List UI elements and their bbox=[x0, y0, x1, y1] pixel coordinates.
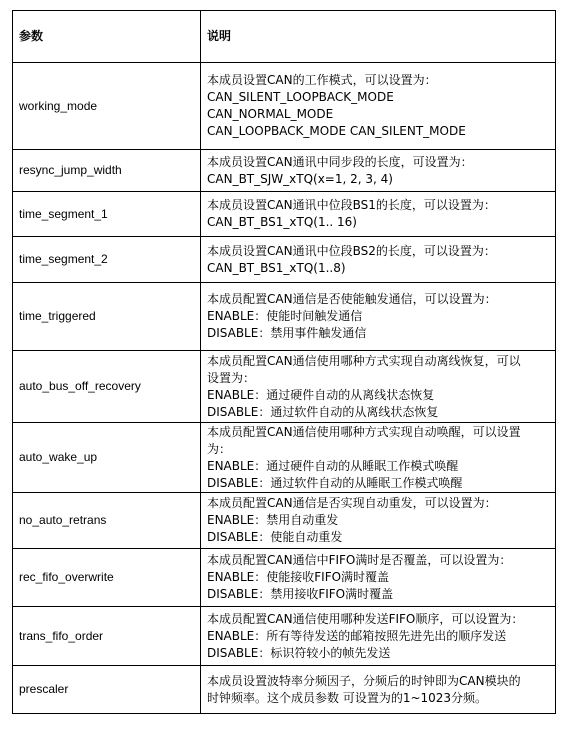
table-row bbox=[13, 493, 556, 549]
description-line: 本成员配置CAN通信是否实现自动重发，可以设置为： bbox=[207, 496, 497, 510]
description-line: DISABLE：通过软件自动的从离线状态恢复 bbox=[207, 404, 439, 419]
param-name: resync_jump_width bbox=[13, 150, 201, 192]
description-line: ENABLE：使能接收FIFO满时覆盖 bbox=[207, 570, 390, 584]
description-line: CAN_SILENT_LOOPBACK_MODE bbox=[207, 90, 394, 104]
param-name: trans_fifo_order bbox=[13, 607, 201, 666]
table-row bbox=[13, 423, 556, 493]
description-line: DISABLE：禁用事件触发通信 bbox=[207, 326, 367, 340]
description-line: 本成员配置CAN通信中FIFO满时是否覆盖，可以设置为： bbox=[207, 553, 512, 567]
param-description bbox=[201, 237, 556, 283]
description-line: CAN_BT_BS1_xTQ(1..8) bbox=[207, 260, 346, 275]
param-description bbox=[201, 351, 556, 423]
description-line: CAN_NORMAL_MODE bbox=[207, 107, 334, 121]
header-desc: 说明 bbox=[201, 11, 556, 63]
table-row bbox=[13, 192, 556, 237]
description-line: DISABLE：使能自动重发 bbox=[207, 530, 343, 544]
description-line: 本成员设置CAN通讯中位段BS1的长度，可以设置为： bbox=[207, 198, 496, 212]
description-line: CAN_BT_SJW_xTQ(x=1, 2, 3, 4) bbox=[207, 171, 393, 186]
description-line: CAN_BT_BS1_xTQ(1.. 16) bbox=[207, 215, 357, 229]
description-line: 本成员配置CAN通信使用哪种方式实现自动唤醒，可以设置 bbox=[207, 424, 521, 439]
param-description bbox=[201, 607, 556, 666]
param-name: time_segment_1 bbox=[13, 192, 201, 237]
param-description bbox=[201, 493, 556, 549]
table-row bbox=[13, 666, 556, 714]
description-line: 本成员配置CAN通信使用哪种方式实现自动离线恢复，可以 bbox=[207, 353, 521, 368]
description-line: 本成员设置CAN的工作模式，可以设置为： bbox=[207, 73, 437, 87]
description-line: ENABLE：通过硬件自动的从睡眠工作模式唤醒 bbox=[207, 458, 459, 473]
description-line: 为： bbox=[207, 441, 232, 456]
description-line: 本成员配置CAN通信是否使能触发通信，可以设置为： bbox=[207, 292, 497, 306]
description-line: DISABLE：通过软件自动的从睡眠工作模式唤醒 bbox=[207, 475, 463, 490]
table-body bbox=[13, 63, 556, 714]
param-description bbox=[201, 150, 556, 192]
param-name: auto_bus_off_recovery bbox=[13, 351, 201, 423]
table-header-row bbox=[13, 11, 556, 63]
table-row bbox=[13, 63, 556, 150]
description-line: DISABLE：标识符较小的帧先发送 bbox=[207, 645, 391, 660]
parameter-table bbox=[12, 10, 556, 714]
description-line: 本成员设置CAN通讯中位段BS2的长度，可以设置为： bbox=[207, 243, 496, 258]
header-param: 参数 bbox=[13, 11, 201, 63]
description-line: 设置为： bbox=[207, 370, 256, 385]
param-name: time_segment_2 bbox=[13, 237, 201, 283]
description-line: CAN_LOOPBACK_MODE CAN_SILENT_MODE bbox=[207, 124, 466, 138]
description-line: ENABLE：使能时间触发通信 bbox=[207, 309, 363, 323]
param-name: rec_fifo_overwrite bbox=[13, 549, 201, 607]
param-description bbox=[201, 283, 556, 351]
description-line: ENABLE：禁用自动重发 bbox=[207, 513, 339, 527]
param-name: auto_wake_up bbox=[13, 423, 201, 493]
param-name: time_triggered bbox=[13, 283, 201, 351]
param-description bbox=[201, 63, 556, 150]
description-line: 本成员配置CAN通信使用哪种发送FIFO顺序，可以设置为： bbox=[207, 611, 524, 626]
table-row bbox=[13, 237, 556, 283]
description-line: ENABLE：通过硬件自动的从离线状态恢复 bbox=[207, 387, 435, 402]
table-row bbox=[13, 549, 556, 607]
param-name: no_auto_retrans bbox=[13, 493, 201, 549]
table-row bbox=[13, 283, 556, 351]
description-line: 时钟频率。这个成员参数 可设置为的1~1023分频。 bbox=[207, 690, 488, 705]
table-row bbox=[13, 150, 556, 192]
param-name: prescaler bbox=[13, 666, 201, 714]
table-row bbox=[13, 351, 556, 423]
description-line: DISABLE：禁用接收FIFO满时覆盖 bbox=[207, 587, 394, 601]
param-description bbox=[201, 192, 556, 237]
table-row bbox=[13, 607, 556, 666]
description-line: 本成员设置波特率分频因子，分频后的时钟即为CAN模块的 bbox=[207, 673, 521, 688]
param-description bbox=[201, 423, 556, 493]
param-description bbox=[201, 549, 556, 607]
description-line: 本成员设置CAN通讯中同步段的长度，可设置为： bbox=[207, 154, 473, 169]
param-description bbox=[201, 666, 556, 714]
param-name: working_mode bbox=[13, 63, 201, 150]
description-line: ENABLE：所有等待发送的邮箱按照先进先出的顺序发送 bbox=[207, 628, 507, 643]
